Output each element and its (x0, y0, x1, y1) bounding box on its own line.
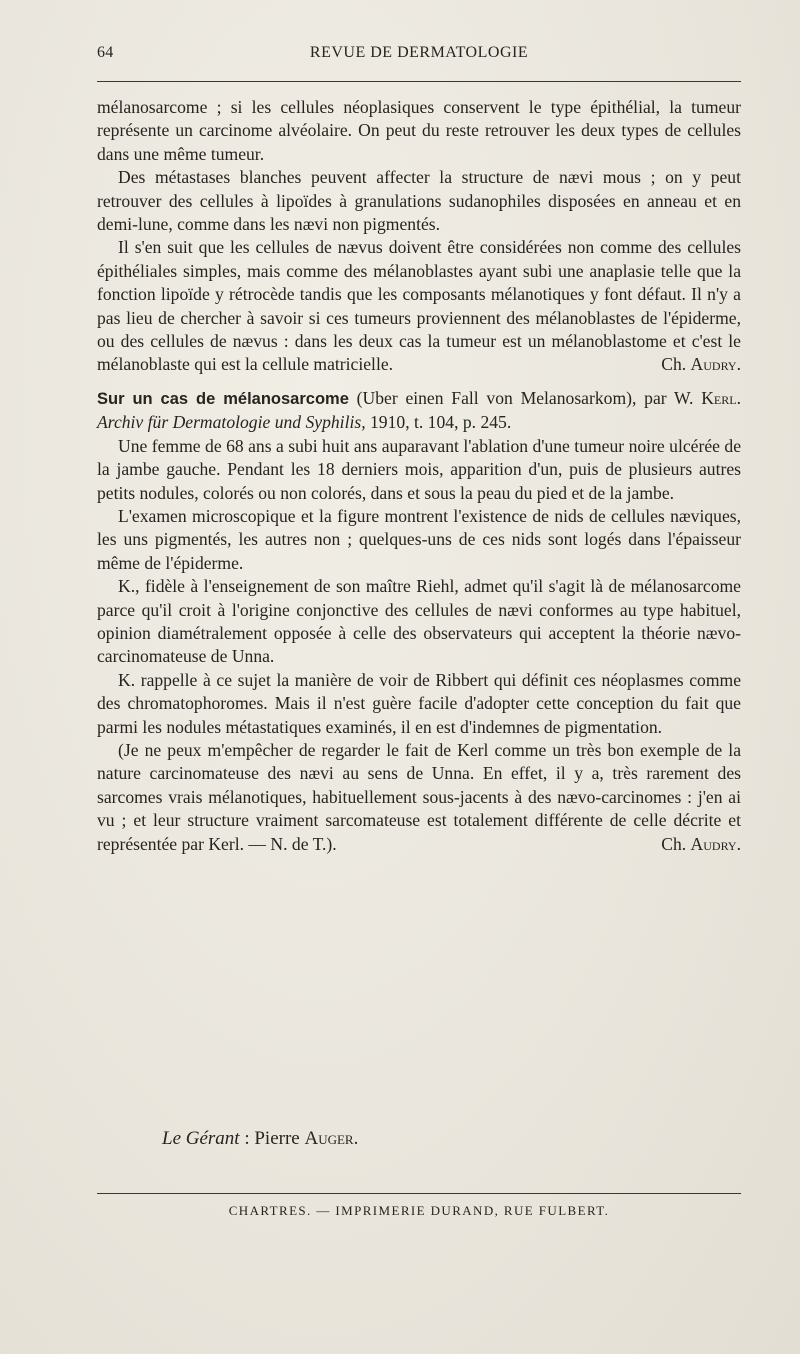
review1-paragraph-2: Des métastases blanches peuvent affecter la structure de nævi mous ; on y peut retrouver des cellules à lipoïdes à granulations sudanophiles disposées en anneau et en demi-lune, comme dans les nævi non pigmentés. (97, 167, 741, 235)
header-rule (97, 81, 741, 82)
gerant-separator: : (239, 1128, 255, 1149)
review2-heading (97, 387, 741, 435)
body-text (97, 96, 741, 856)
review1-paragraph-1: mélanosarcome ; si les cellules néoplasiques conservent le type épithélial, la tumeur représente un carcinome alvéolaire. On peut du reste retrouver les deux types de cellules dans une même tumeur. (97, 97, 741, 164)
review2-title: Sur un cas de mélanosarcome (97, 389, 349, 408)
review2-paragraph-4: K. rappelle à ce sujet la manière de voir de Ribbert qui définit ces néoplasmes comme des chromatophoromes. Mais il n'est guère facile d'adopter cette conception du fait que parmi les nodules métastatiques examinés, il en est d'indemnes de pigmentation. (97, 669, 741, 737)
review2-paragraph-5-text: (Je ne peux m'empêcher de regarder le fait de Kerl comme un très bon exemple de la nature carcinomateuse des nævi au sens de Unna. En effet, il y a, très rarement des sarcomes vrais mélanotiques, habituellement sous-jacents à des nævo-carcinomes : j'en ai vu ; et leur structure vraiment sarcomateuse est totalement différente de celle décrite et représentée par Kerl. — N. de T.). (97, 739, 741, 854)
review2-journal: Archiv für Dermatologie und Syphilis, (97, 412, 366, 433)
review2-signature (640, 833, 741, 856)
printer-imprint: CHARTRES. — IMPRIMERIE DURAND, RUE FULBERT. (228, 1203, 610, 1218)
review2-paragraph-1: Une femme de 68 ans a subi huit ans auparavant l'ablation d'une tumeur noire ulcérée de la jambe gauche. Pendant les 18 derniers mois, apparition d'un, puis de plusieurs autres petits nodules, colorés ou non colorés, dans et sous la peau du pied et de la jambe. (97, 435, 741, 503)
review2-original-title: (Uber einen Fall von Melanosarkom), par W. (348, 387, 702, 408)
review1-paragraph-3 (97, 236, 741, 376)
review2-signature-name: Audry. (690, 833, 741, 854)
review2-author: Kerl. (701, 387, 741, 408)
gerant-last-name: Auger. (304, 1128, 359, 1149)
gerant-label: Le Gérant (162, 1128, 240, 1149)
gerant-line (162, 1128, 358, 1150)
review1-signature-prefix: Ch. (661, 354, 691, 375)
review2-paragraph-2: L'examen microscopique et la figure montrent l'existence de nids de cellules næviques, les uns pigmentés, les autres non ; quelques-uns de ces nids sont logés dans l'épaisseur même de l'épiderme. (97, 505, 741, 573)
review1-paragraph-3-text: Il s'en suit que les cellules de nævus doivent être considérées non comme des cellules épithéliales simples, mais comme des mélanoblastes ayant subi une anaplasie telle que la fonction lipoïde y rétrocède tandis que les composants mélanotiques y font défaut. Il n'y a pas lieu de chercher à savoir si ces tumeurs proviennent des mélanoblastes de l'épiderme, ou des cellules de nævus : dans les deux cas la tumeur est un mélanoblastome et c'est le mélanoblaste qui est la cellule matricielle. (97, 237, 741, 375)
review2-signature-prefix: Ch. (661, 833, 691, 854)
page-header (97, 44, 741, 68)
review2-paragraph-3: K., fidèle à l'enseignement de son maître Riehl, admet qu'il s'agit là de mélanosarcome parce qu'il croit à l'origine conjonctive des cellules de nævi conformes au type habituel, opinion diamétralement opposée à celle des observateurs qui acceptent la théorie nævo-carcinomateuse de Unna. (97, 576, 741, 667)
footer-rule (97, 1193, 741, 1194)
review2-citation: 1910, t. 104, p. 245. (365, 412, 512, 433)
running-title: REVUE DE DERMATOLOGIE (309, 44, 529, 61)
gerant-first-name: Pierre (254, 1128, 305, 1149)
review1-signature-name: Audry. (690, 354, 741, 375)
review2-paragraph-5 (97, 739, 741, 856)
page-number: 64 (97, 44, 114, 61)
review1-signature (640, 353, 741, 376)
